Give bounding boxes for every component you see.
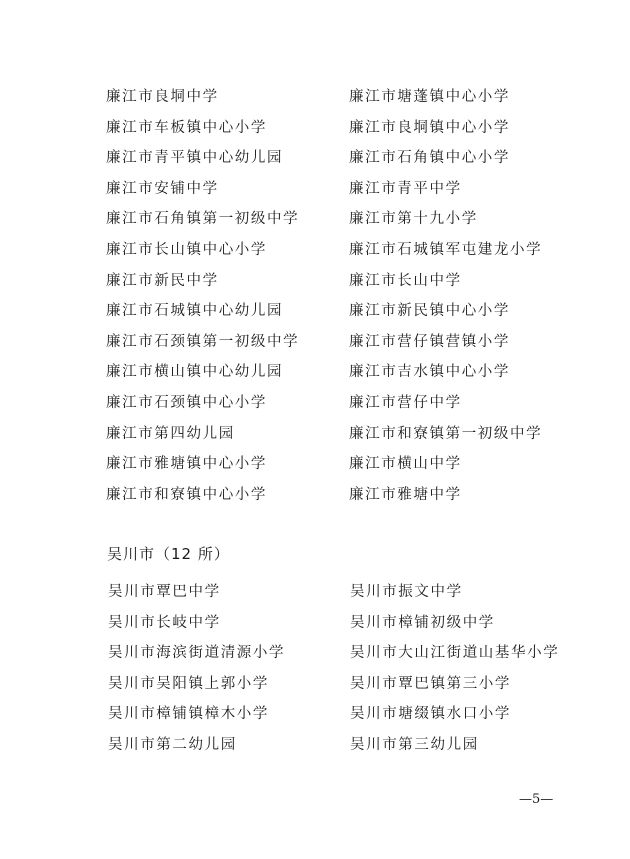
wuchuan-school-list-left	[108, 577, 285, 761]
school-name: 吴川市吴阳镇上郭小学	[108, 675, 269, 692]
school-name: 吴川市第三幼儿园	[350, 736, 479, 753]
school-name: 廉江市石颈镇第一初级中学	[106, 333, 300, 350]
school-name: 廉江市石角镇第一初级中学	[106, 211, 300, 228]
school-name: 吴川市第二幼儿园	[108, 736, 237, 753]
school-name: 吴川市大山江街道山基华小学	[350, 645, 560, 662]
lianjiang-school-list-left	[106, 82, 299, 510]
school-name: 吴川市长岐中学	[108, 614, 221, 631]
school-name: 廉江市石城镇军屯建龙小学	[349, 241, 543, 258]
school-name: 廉江市长山中学	[349, 272, 462, 289]
school-name: 廉江市良垌中学	[106, 89, 219, 105]
school-name: 吴川市振文中学	[350, 584, 463, 600]
school-name: 廉江市横山镇中心幼儿园	[106, 364, 284, 381]
school-name: 吴川市樟铺镇樟木小学	[108, 706, 269, 723]
school-name: 廉江市雅塘中学	[349, 486, 462, 503]
page-number: —5—	[519, 792, 554, 807]
school-name: 廉江市第十九小学	[349, 211, 478, 228]
school-name: 廉江市良垌镇中心小学	[349, 119, 510, 136]
school-name: 廉江市横山中学	[349, 456, 462, 473]
school-name: 廉江市和寮镇第一初级中学	[349, 425, 543, 442]
school-name: 廉江市青平中学	[349, 180, 462, 197]
school-name: 廉江市石城镇中心幼儿园	[106, 303, 284, 320]
school-name: 廉江市塘蓬镇中心小学	[349, 89, 510, 105]
school-name: 吴川市樟铺初级中学	[350, 614, 495, 631]
school-name: 廉江市营仔镇营镇小学	[349, 333, 510, 350]
school-name: 吴川市覃巴镇第三小学	[350, 675, 511, 692]
school-name: 廉江市安铺中学	[106, 180, 219, 197]
school-name: 廉江市吉水镇中心小学	[349, 364, 510, 381]
school-name: 廉江市新民中学	[106, 272, 219, 289]
school-name: 廉江市营仔中学	[349, 394, 462, 411]
school-name: 廉江市新民镇中心小学	[349, 303, 510, 320]
school-name: 廉江市第四幼儿园	[106, 425, 235, 442]
school-name: 廉江市青平镇中心幼儿园	[106, 150, 284, 167]
wuchuan-section-heading: 吴川市（12 所）	[107, 545, 230, 563]
school-name: 吴川市塘缀镇水口小学	[350, 706, 511, 723]
school-name: 廉江市石颈镇中心小学	[106, 394, 267, 411]
school-name: 廉江市雅塘镇中心小学	[106, 456, 267, 473]
school-name: 廉江市和寮镇中心小学	[106, 486, 267, 503]
school-name: 廉江市车板镇中心小学	[106, 119, 267, 136]
school-name: 吴川市覃巴中学	[108, 584, 221, 600]
school-name: 吴川市海滨街道清源小学	[108, 645, 286, 662]
school-name: 廉江市长山镇中心小学	[106, 241, 267, 258]
lianjiang-school-list-right	[349, 82, 542, 510]
wuchuan-school-list-right	[350, 577, 559, 761]
school-name: 廉江市石角镇中心小学	[349, 150, 510, 167]
